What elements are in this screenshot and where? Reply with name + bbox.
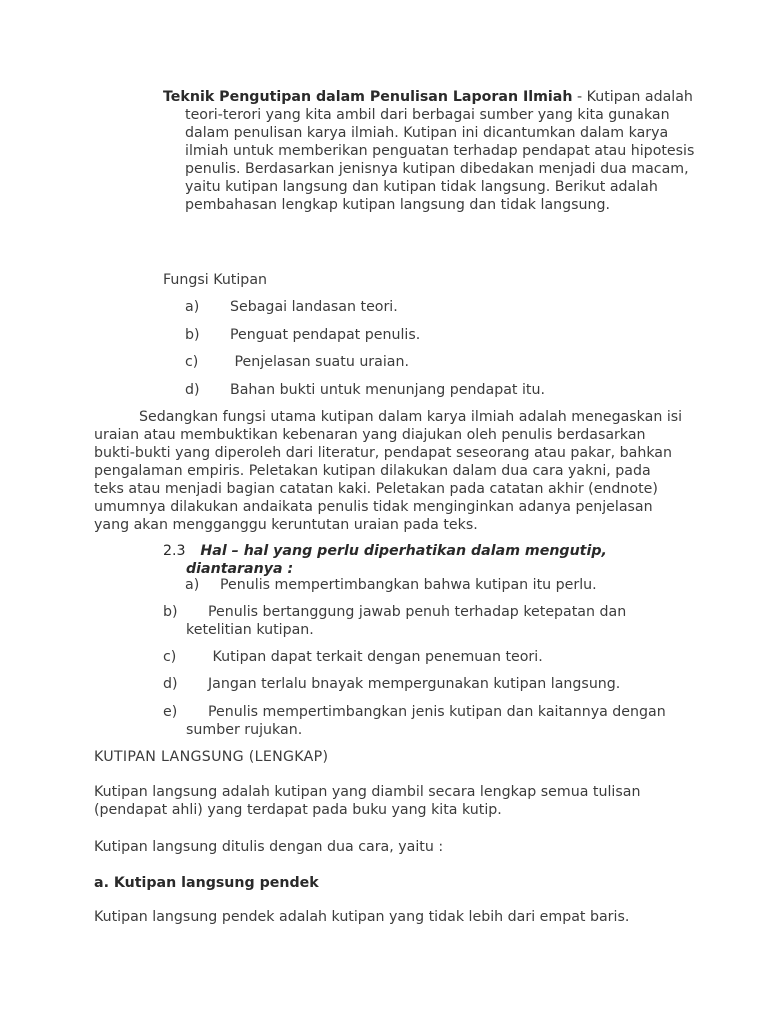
fungsi-item-b xyxy=(185,326,665,344)
list-letter: b) xyxy=(163,604,178,620)
list-text xyxy=(186,603,683,639)
hal-item-c xyxy=(163,648,683,666)
list-text xyxy=(186,703,683,739)
intro-text: - Kutipan adalah teori-terori yang kita ambil dari berbagai sumber yang kita gunakan dalam penulisan karya ilmiah. Kutipan ini dicantumkan dalam karya ilmiah untuk memberikan penguatan terhadap pendapat atau hipotesis penulis. Berdasarkan jenisnya kutipan dibedakan menjadi dua macam, yaitu kutipan langsung dan kutipan tidak langsung. Berikut adalah pembahasan lengkap kutipan langsung dan tidak langsung. xyxy=(185,89,695,213)
kutipan-langsung-cara: Kutipan langsung ditulis dengan dua cara, yaitu : xyxy=(94,839,444,855)
list-text: Jangan terlalu bnayak mempergunakan kutipan langsung. xyxy=(208,676,621,692)
kutipan-pendek-definition: Kutipan langsung pendek adalah kutipan yang tidak lebih dari empat baris. xyxy=(94,909,630,925)
list-text: Penguat pendapat penulis. xyxy=(230,327,421,343)
hal-item-a xyxy=(185,576,665,594)
list-text: Kutipan dapat terkait dengan penemuan teori. xyxy=(208,649,543,665)
fungsi-item-c xyxy=(185,353,665,371)
list-letter: d) xyxy=(185,382,200,398)
list-text: Bahan bukti untuk menunjang pendapat itu. xyxy=(230,382,545,398)
fungsi-paragraph: Sedangkan fungsi utama kutipan dalam karya ilmiah adalah menegaskan isi uraian atau membuktikan kebenaran yang diajukan oleh penulis berdasarkan bukti-bukti yang diperoleh dari literatur, pendapat seseorang atau pakar, bahkan pengalaman empiris. Peletakan kutipan dilakukan dalam dua cara yakni, pada teks atau menjadi bagian catatan kaki. Peletakan pada catatan akhir (endnote) umumnya dilakukan andaikata penulis tidak menginginkan adanya penjelasan yang akan mengganggu keruntutan uraian pada teks. xyxy=(94,409,683,533)
intro-paragraph xyxy=(163,88,705,214)
list-letter: b) xyxy=(185,327,200,343)
kutipan-langsung-definition: Kutipan langsung adalah kutipan yang diambil secara lengkap semua tulisan (pendapat ahli) yang terdapat pada buku yang kita kutip. xyxy=(94,784,641,818)
hal-item-e xyxy=(163,703,683,739)
list-letter: a) xyxy=(185,577,200,593)
hal-item-e-text: Penulis mempertimbangkan jenis kutipan dan kaitannya dengan sumber rujukan. xyxy=(186,704,666,738)
fungsi-heading: Fungsi Kutipan xyxy=(163,272,268,288)
list-letter: c) xyxy=(185,354,199,370)
intro-title: Teknik Pengutipan dalam Penulisan Laporan Ilmiah xyxy=(163,89,573,105)
fungsi-item-d xyxy=(185,381,665,399)
section-title: Hal – hal yang perlu diperhatikan dalam mengutip, diantaranya : xyxy=(186,543,607,577)
section-number: 2.3 xyxy=(163,543,186,559)
list-letter: c) xyxy=(163,649,177,665)
hal-item-b xyxy=(163,603,683,639)
list-letter: d) xyxy=(163,676,178,692)
list-letter: a) xyxy=(185,299,200,315)
hal-item-d xyxy=(163,675,683,693)
kutipan-pendek-heading: a. Kutipan langsung pendek xyxy=(94,875,319,891)
list-text: Sebagai landasan teori. xyxy=(230,299,398,315)
hal-item-b-text: Penulis bertanggung jawab penuh terhadap ketepatan dan ketelitian kutipan. xyxy=(186,604,627,638)
fungsi-item-a xyxy=(185,298,665,316)
list-letter: e) xyxy=(163,704,178,720)
list-text: Penjelasan suatu uraian. xyxy=(230,354,409,370)
kutipan-langsung-heading: KUTIPAN LANGSUNG (LENGKAP) xyxy=(94,749,329,765)
list-text: Penulis mempertimbangkan bahwa kutipan itu perlu. xyxy=(220,577,597,593)
section-2-3-heading xyxy=(163,542,666,578)
